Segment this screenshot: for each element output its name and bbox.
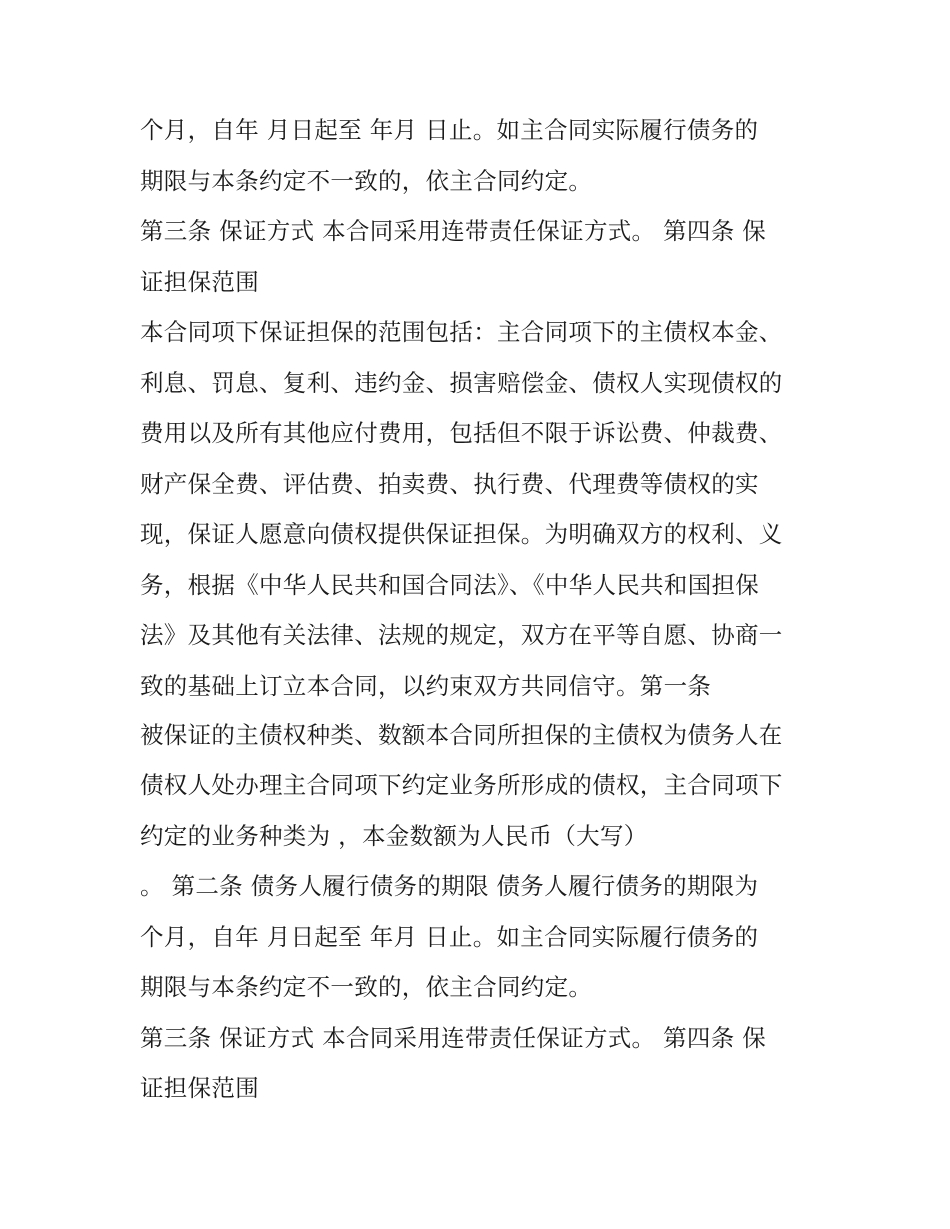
text-line: 期限与本条约定不一致的，依主合同约定。 [140,973,593,1001]
text-line: 。 第二条 债务人履行债务的期限 债务人履行债务的期限为 [140,872,759,900]
text-line: 约定的业务种类为 ，本金数额为人民币（大写） [140,821,648,850]
text-line: 本合同项下保证担保的范围包括：主合同项下的主债权本金、 [140,318,783,346]
text-line: 费用以及所有其他应付费用，包括但不限于诉讼费、仲裁费、 [140,419,783,447]
text-line: 利息、罚息、复利、违约金、损害赔偿金、债权人实现债权的 [140,368,783,397]
text-line: 个月，自年 月日起至 年月 日止。如主合同实际履行债务的 [140,922,759,951]
text-line: 第三条 保证方式 本合同采用连带责任保证方式。 第四条 保 [140,217,767,245]
text-line: 个月，自年 月日起至 年月 日止。如主合同实际履行债务的 [140,116,759,144]
text-line: 第三条 保证方式 本合同采用连带责任保证方式。 第四条 保 [140,1023,767,1052]
contract-text-block [140,108,830,1117]
text-line: 被保证的主债权种类、数额本合同所担保的主债权为债务人在 [140,720,783,749]
text-line: 证担保范围 [140,1074,259,1102]
text-line: 务，根据《中华人民共和国合同法》、《中华人民共和国担保 [140,570,760,599]
text-line: 致的基础上订立本合同，以约束双方共同信守。第一条 [140,671,712,700]
text-line: 法》及其他有关法律、法规的规定，双方在平等自愿、协商一 [140,621,783,649]
text-line: 期限与本条约定不一致的，依主合同约定。 [140,166,593,195]
text-line: 债权人处办理主合同项下约定业务所形成的债权，主合同项下 [140,771,783,799]
text-line: 财产保全费、评估费、拍卖费、执行费、代理费等债权的实 [140,469,759,498]
text-line: 现，保证人愿意向债权提供保证担保。为明确双方的权利、义 [140,520,783,548]
text-line: 证担保范围 [140,267,259,296]
